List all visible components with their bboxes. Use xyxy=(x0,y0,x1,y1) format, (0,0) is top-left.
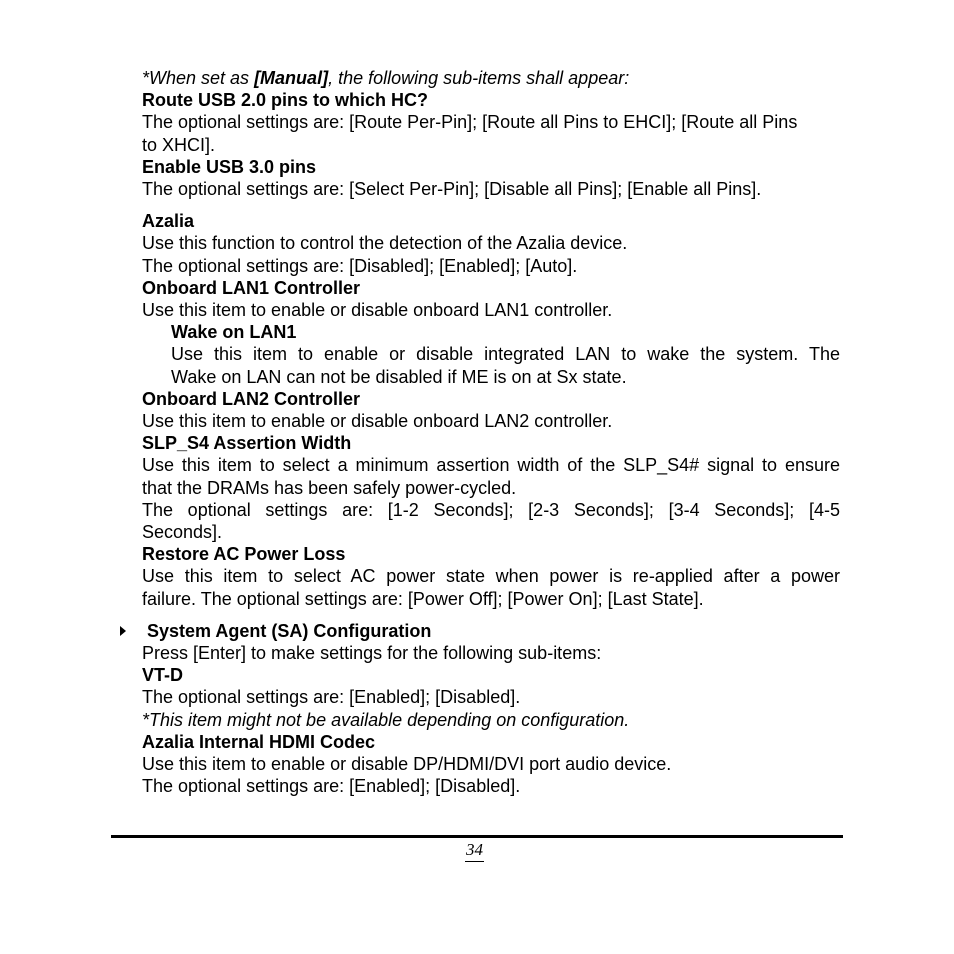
restore-ac-desc-1: Use this item to select AC power state when power is re-applied after a power xyxy=(142,566,840,587)
enable-usb3-title: Enable USB 3.0 pins xyxy=(142,156,317,177)
azalia-title: Azalia xyxy=(142,211,195,232)
slp-s4-desc-3: The optional settings are: [1-2 Seconds]; [2-3 Seconds]; [3-4 Seconds]; [4-5 xyxy=(142,499,840,520)
slp-s4-desc-2: that the DRAMs has been safely power-cycled. xyxy=(142,477,517,498)
restore-ac-desc-2: failure. The optional settings are: [Power Off]; [Power On]; [Last State]. xyxy=(142,588,704,609)
wake-lan1-section xyxy=(171,321,840,388)
manual-note: *When set as [Manual], the following sub-items shall appear: xyxy=(142,68,630,88)
lan1-desc: Use this item to enable or disable onboard LAN1 controller. xyxy=(142,300,613,321)
sa-config-desc: Press [Enter] to make settings for the following sub-items: xyxy=(142,643,602,664)
azalia-desc-2: The optional settings are: [Disabled]; [Enabled]; [Auto]. xyxy=(142,255,578,276)
wake-lan1-desc-1: Use this item to enable or disable integrated LAN to wake the system. The xyxy=(171,344,840,365)
vtd-note: *This item might not be available depending on configuration. xyxy=(142,709,630,730)
vtd-title: VT-D xyxy=(142,665,184,686)
footer-rule xyxy=(111,835,843,838)
page-number: 34 xyxy=(465,840,484,862)
slp-s4-title: SLP_S4 Assertion Width xyxy=(142,433,352,454)
slp-s4-desc-1: Use this item to select a minimum assertion width of the SLP_S4# signal to ensure xyxy=(142,455,840,476)
triangle-right-icon xyxy=(120,626,126,636)
lan2-title: Onboard LAN2 Controller xyxy=(142,388,361,409)
restore-ac-title: Restore AC Power Loss xyxy=(142,544,346,565)
enable-usb3-desc: The optional settings are: [Select Per-Pin]; [Disable all Pins]; [Enable all Pins]. xyxy=(142,179,762,200)
vtd-desc: The optional settings are: [Enabled]; [Disabled]. xyxy=(142,687,521,708)
wake-lan1-title: Wake on LAN1 xyxy=(171,322,297,343)
manual-highlight: [Manual] xyxy=(254,68,329,88)
lan1-title: Onboard LAN1 Controller xyxy=(142,277,361,298)
manual-content xyxy=(142,67,840,798)
hdmi-codec-desc-1: Use this item to enable or disable DP/HDMI/DVI port audio device. xyxy=(142,754,672,775)
lan2-desc: Use this item to enable or disable onboard LAN2 controller. xyxy=(142,411,613,432)
hdmi-codec-title: Azalia Internal HDMI Codec xyxy=(142,731,376,752)
wake-lan1-desc-2: Wake on LAN can not be disabled if ME is on at Sx state. xyxy=(171,366,627,387)
route-usb-desc-1: The optional settings are: [Route Per-Pin]; [Route all Pins to EHCI]; [Route all Pins xyxy=(142,112,798,133)
route-usb-desc-2: to XHCI]. xyxy=(142,134,216,155)
azalia-desc-1: Use this function to control the detection of the Azalia device. xyxy=(142,233,628,254)
slp-s4-desc-4: Seconds]. xyxy=(142,522,223,543)
sa-config-heading: System Agent (SA) Configuration xyxy=(142,620,840,642)
hdmi-codec-desc-2: The optional settings are: [Enabled]; [Disabled]. xyxy=(142,776,521,797)
route-usb-title: Route USB 2.0 pins to which HC? xyxy=(142,90,429,111)
